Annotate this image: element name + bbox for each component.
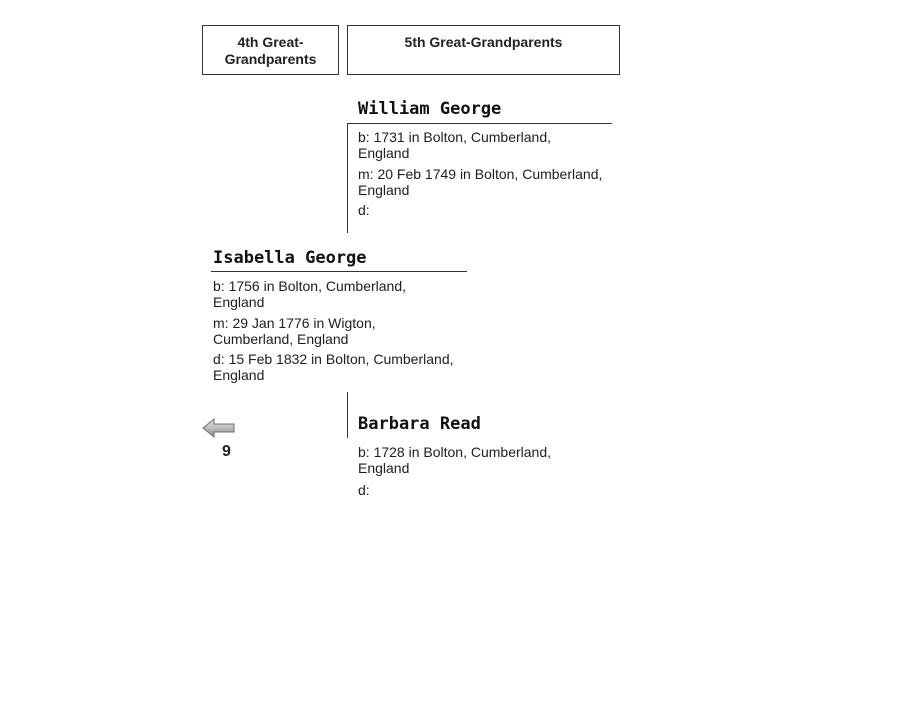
subject-death: d: 15 Feb 1832 in Bolton, Cumberland, England <box>213 351 454 383</box>
mother-birth: b: 1728 in Bolton, Cumberland, England <box>358 444 552 476</box>
subject-name[interactable]: Isabella George <box>213 248 367 268</box>
back-button[interactable] <box>202 417 236 439</box>
father-connector-line <box>347 123 348 233</box>
father-death: d: <box>358 202 370 218</box>
subject-birth: b: 1756 in Bolton, Cumberland, England <box>213 278 407 310</box>
header-5th-label: 5th Great-Grandparents <box>404 34 563 50</box>
page-number[interactable]: 9 <box>222 443 231 460</box>
father-underline <box>347 123 612 124</box>
father-birth: b: 1731 in Bolton, Cumberland, England <box>358 129 552 161</box>
subject-underline <box>211 271 467 272</box>
header-5th-great-grandparents <box>347 25 620 75</box>
father-marriage: m: 20 Feb 1749 in Bolton, Cumberland, England <box>358 166 603 198</box>
mother-death: d: <box>358 482 370 498</box>
left-arrow-icon <box>202 417 236 439</box>
subject-marriage: m: 29 Jan 1776 in Wigton, Cumberland, England <box>213 315 376 347</box>
mother-name[interactable]: Barbara Read <box>358 414 481 434</box>
header-4th-great-grandparents <box>202 25 339 75</box>
header-4th-label: 4th Great-Grandparents <box>224 34 317 67</box>
father-name[interactable]: William George <box>358 99 502 119</box>
mother-connector-line <box>347 392 348 438</box>
